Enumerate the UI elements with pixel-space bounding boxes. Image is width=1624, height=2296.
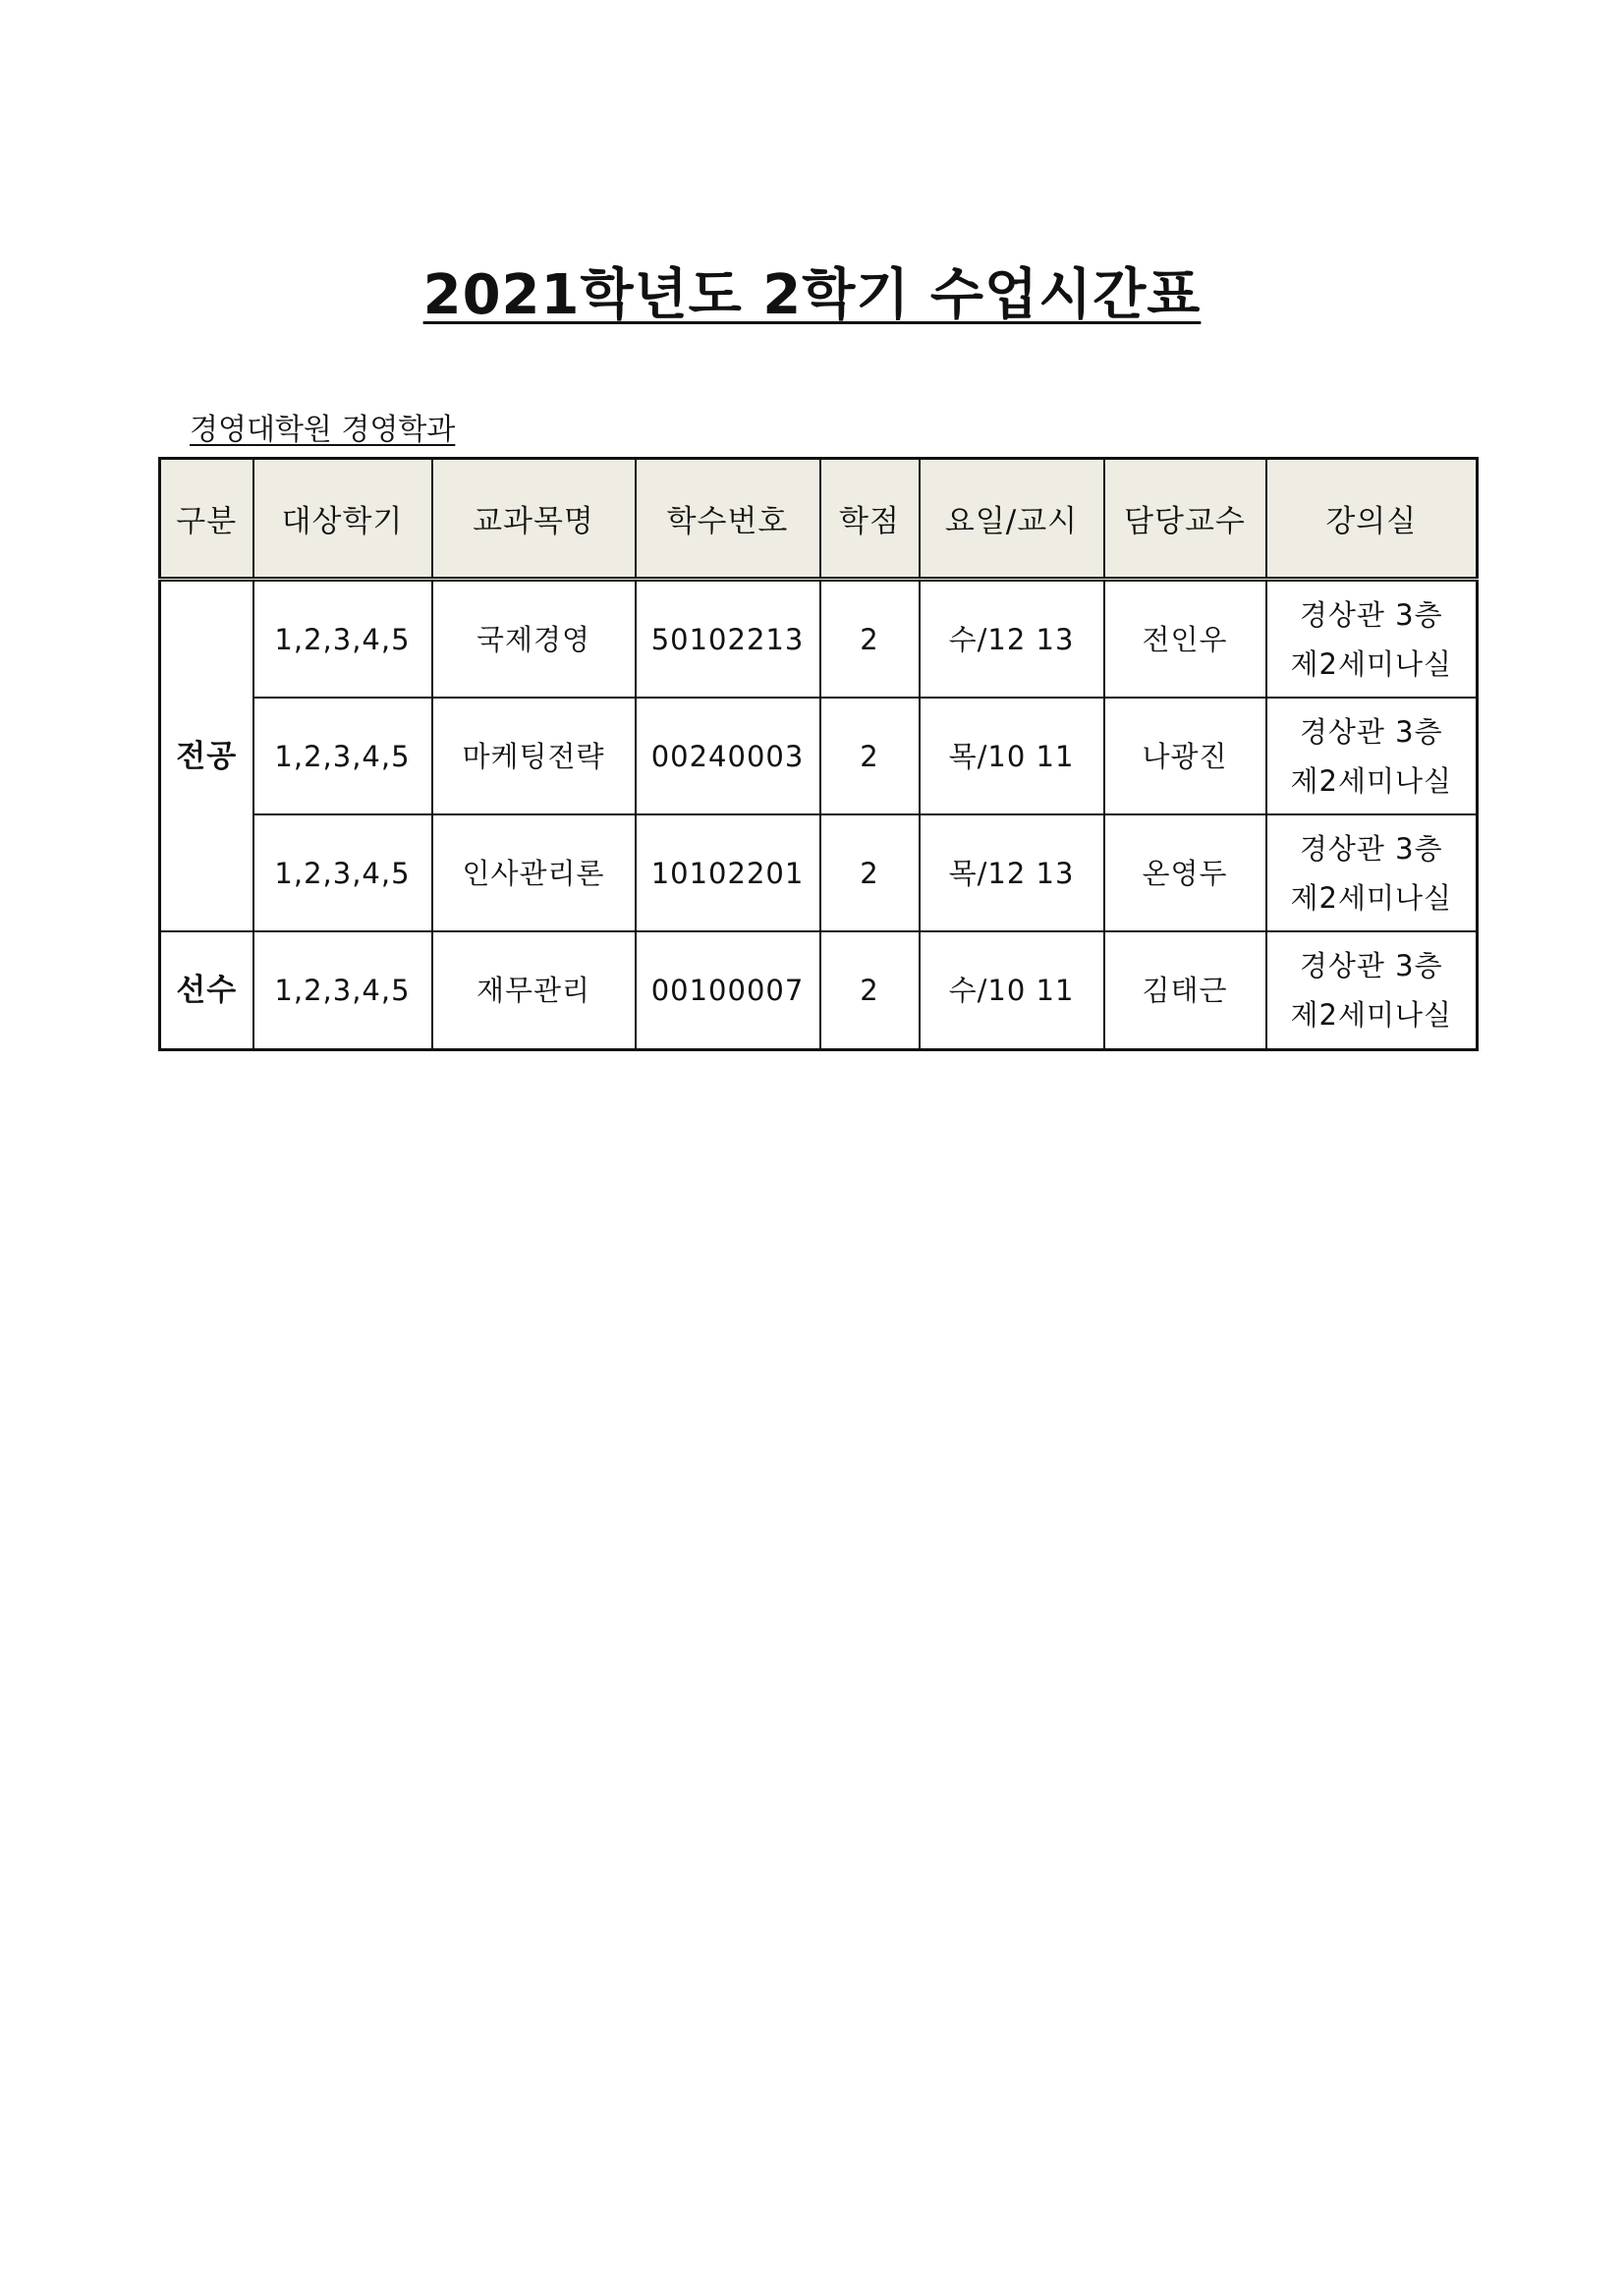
professor-cell: 전인우 bbox=[1104, 580, 1266, 699]
table-row bbox=[160, 931, 1478, 1050]
credits-cell: 2 bbox=[820, 698, 920, 814]
semesters-cell: 1,2,3,4,5 bbox=[253, 814, 432, 931]
course-code-cell: 00100007 bbox=[636, 931, 820, 1050]
category-cell-major: 전공 bbox=[160, 580, 253, 932]
header-target-semesters: 대상학기 bbox=[253, 459, 432, 580]
schedule-cell: 수/10 11 bbox=[920, 931, 1104, 1050]
course-code-cell: 10102201 bbox=[636, 814, 820, 931]
classroom-cell bbox=[1266, 814, 1478, 931]
table-row bbox=[160, 698, 1478, 814]
header-schedule: 요일/교시 bbox=[920, 459, 1104, 580]
professor-cell: 나광진 bbox=[1104, 698, 1266, 814]
course-name-cell: 인사관리론 bbox=[432, 814, 636, 931]
category-cell-prerequisite: 선수 bbox=[160, 931, 253, 1050]
course-name-cell: 마케팅전략 bbox=[432, 698, 636, 814]
page-title-text: 2021학년도 2학기 수업시간표 bbox=[422, 263, 1202, 327]
page-title bbox=[0, 263, 1624, 328]
schedule-cell: 목/10 11 bbox=[920, 698, 1104, 814]
course-name-cell: 재무관리 bbox=[432, 931, 636, 1050]
classroom-room: 제2세미나실 bbox=[1290, 998, 1453, 1032]
course-code-cell: 50102213 bbox=[636, 580, 820, 699]
classroom-building: 경상관 3층 bbox=[1299, 949, 1443, 982]
semesters-cell: 1,2,3,4,5 bbox=[253, 931, 432, 1050]
credits-cell: 2 bbox=[820, 814, 920, 931]
header-course-code: 학수번호 bbox=[636, 459, 820, 580]
classroom-building: 경상관 3층 bbox=[1299, 831, 1443, 866]
classroom-room: 제2세미나실 bbox=[1290, 646, 1453, 681]
professor-cell: 김태근 bbox=[1104, 931, 1266, 1050]
credits-cell: 2 bbox=[820, 580, 920, 699]
schedule-cell: 수/12 13 bbox=[920, 580, 1104, 699]
semesters-cell: 1,2,3,4,5 bbox=[253, 580, 432, 699]
classroom-cell bbox=[1266, 698, 1478, 814]
department-label: 경영대학원 경영학과 bbox=[190, 413, 456, 447]
professor-cell: 온영두 bbox=[1104, 814, 1266, 931]
classroom-room: 제2세미나실 bbox=[1290, 880, 1453, 915]
course-name-cell: 국제경영 bbox=[432, 580, 636, 699]
semesters-cell: 1,2,3,4,5 bbox=[253, 698, 432, 814]
credits-cell: 2 bbox=[820, 931, 920, 1050]
classroom-building: 경상관 3층 bbox=[1299, 597, 1443, 632]
classroom-cell bbox=[1266, 580, 1478, 699]
table-row bbox=[160, 814, 1478, 931]
schedule-cell: 목/12 13 bbox=[920, 814, 1104, 931]
header-row bbox=[160, 459, 1478, 580]
timetable bbox=[158, 457, 1479, 1051]
header-category: 구분 bbox=[160, 459, 253, 580]
table-row bbox=[160, 580, 1478, 699]
classroom-room: 제2세미나실 bbox=[1290, 763, 1453, 798]
classroom-building: 경상관 3층 bbox=[1299, 714, 1443, 749]
header-credits: 학점 bbox=[820, 459, 920, 580]
course-code-cell: 00240003 bbox=[636, 698, 820, 814]
header-course-name: 교과목명 bbox=[432, 459, 636, 580]
header-professor: 담당교수 bbox=[1104, 459, 1266, 580]
classroom-cell bbox=[1266, 931, 1478, 1050]
header-classroom: 강의실 bbox=[1266, 459, 1478, 580]
